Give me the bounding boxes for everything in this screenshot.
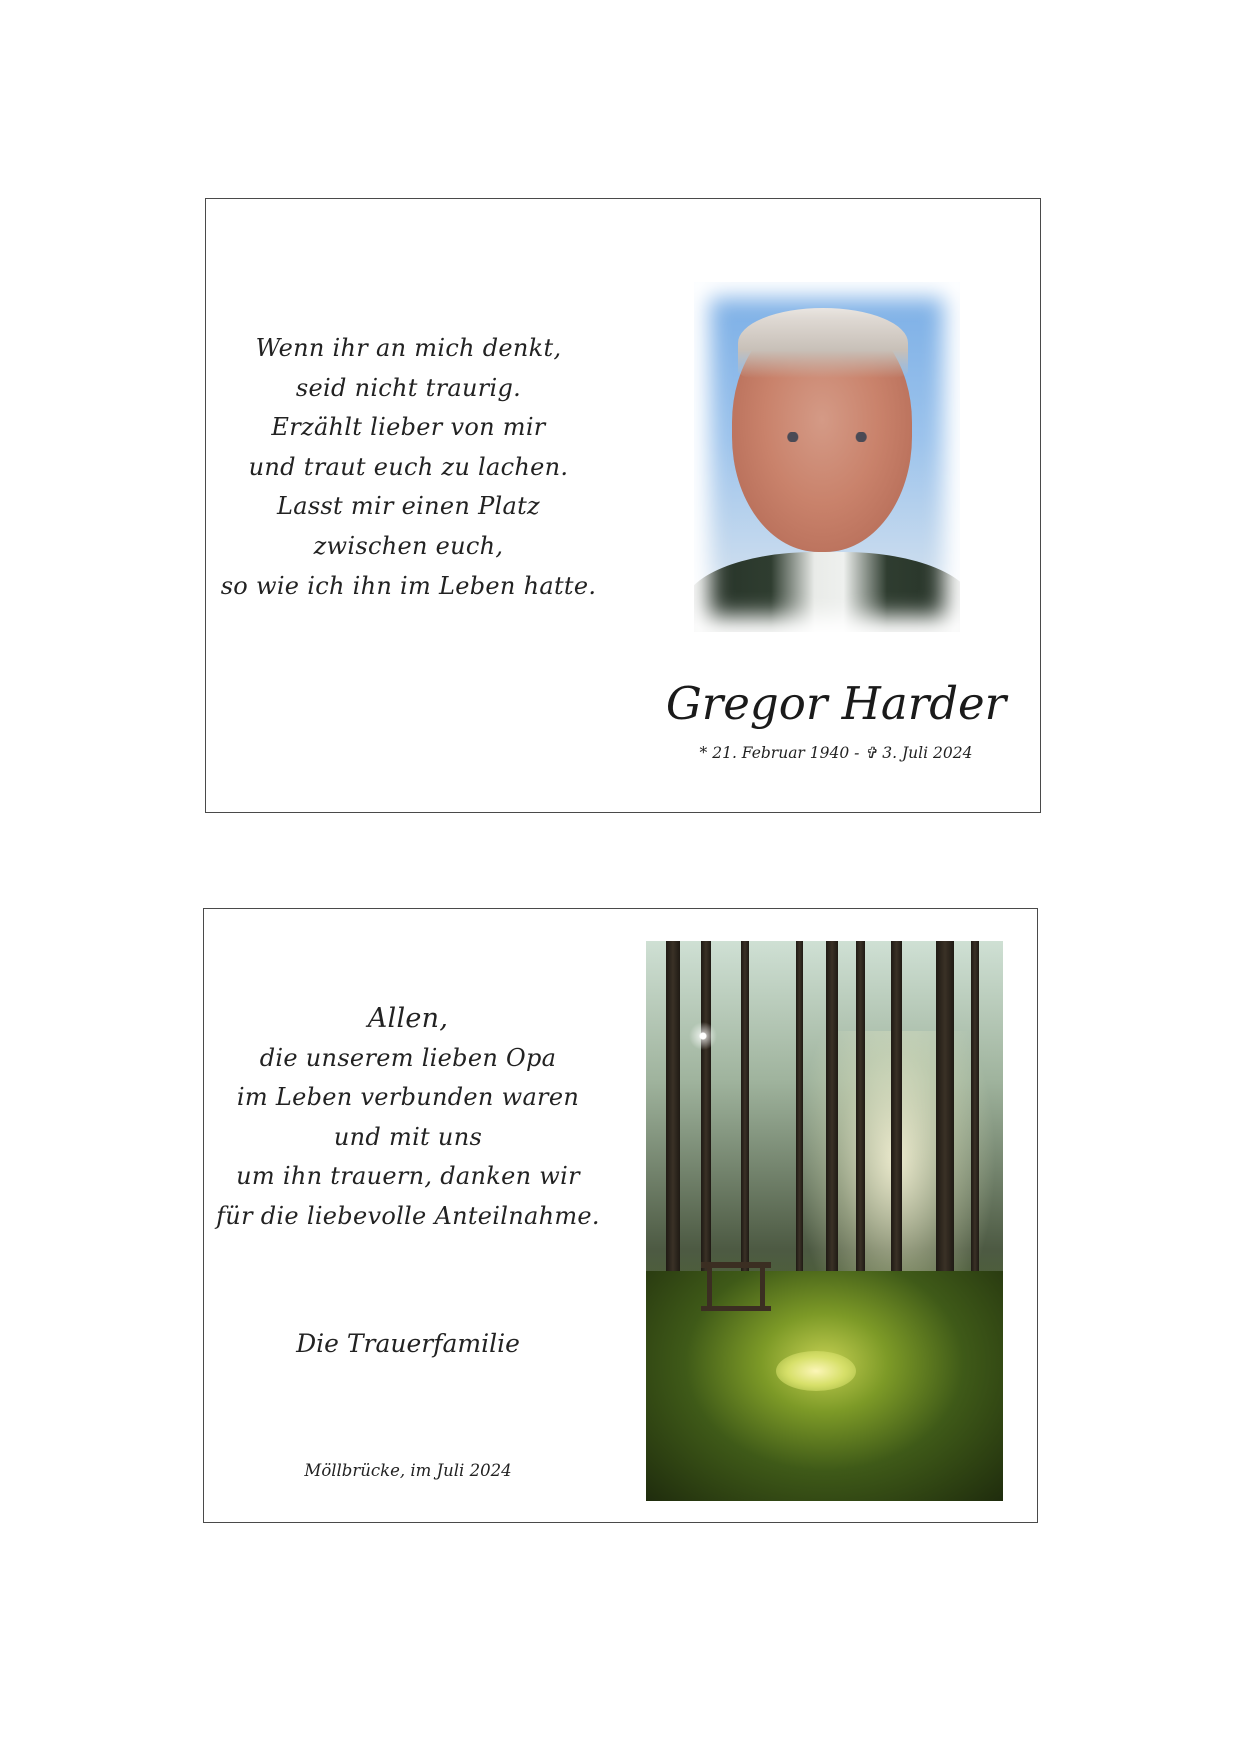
memorial-poem	[206, 329, 611, 606]
place-date: Möllbrücke, im Juli 2024	[304, 1461, 512, 1480]
front-card	[205, 198, 1041, 813]
back-card	[203, 908, 1038, 1523]
thanks-line: für die liebevolle Anteilnahme.	[216, 1201, 600, 1230]
thanks-line: und mit uns	[333, 1122, 483, 1151]
family-signature: Die Trauerfamilie	[296, 1329, 520, 1358]
poem-line: so wie ich ihn im Leben hatte.	[220, 571, 597, 600]
thanks-text	[204, 999, 612, 1237]
poem-line: seid nicht traurig.	[295, 373, 522, 402]
deceased-name: Gregor Harder	[665, 677, 1007, 730]
thanks-line: um ihn trauern, danken wir	[236, 1162, 580, 1191]
life-dates: * 21. Februar 1940 - ✞ 3. Juli 2024	[699, 744, 973, 762]
forest-photo	[646, 941, 1003, 1501]
thanks-line: im Leben verbunden waren	[236, 1083, 580, 1112]
poem-line: zwischen euch,	[313, 531, 504, 560]
poem-line: und traut euch zu lachen.	[248, 452, 569, 481]
poem-line: Wenn ihr an mich denkt,	[255, 334, 562, 362]
thanks-line: Allen,	[367, 1003, 449, 1034]
poem-line: Lasst mir einen Platz	[276, 492, 541, 521]
portrait-photo	[694, 282, 960, 632]
thanks-line: die unserem lieben Opa	[259, 1043, 557, 1072]
poem-line: Erzählt lieber von mir	[271, 413, 546, 442]
